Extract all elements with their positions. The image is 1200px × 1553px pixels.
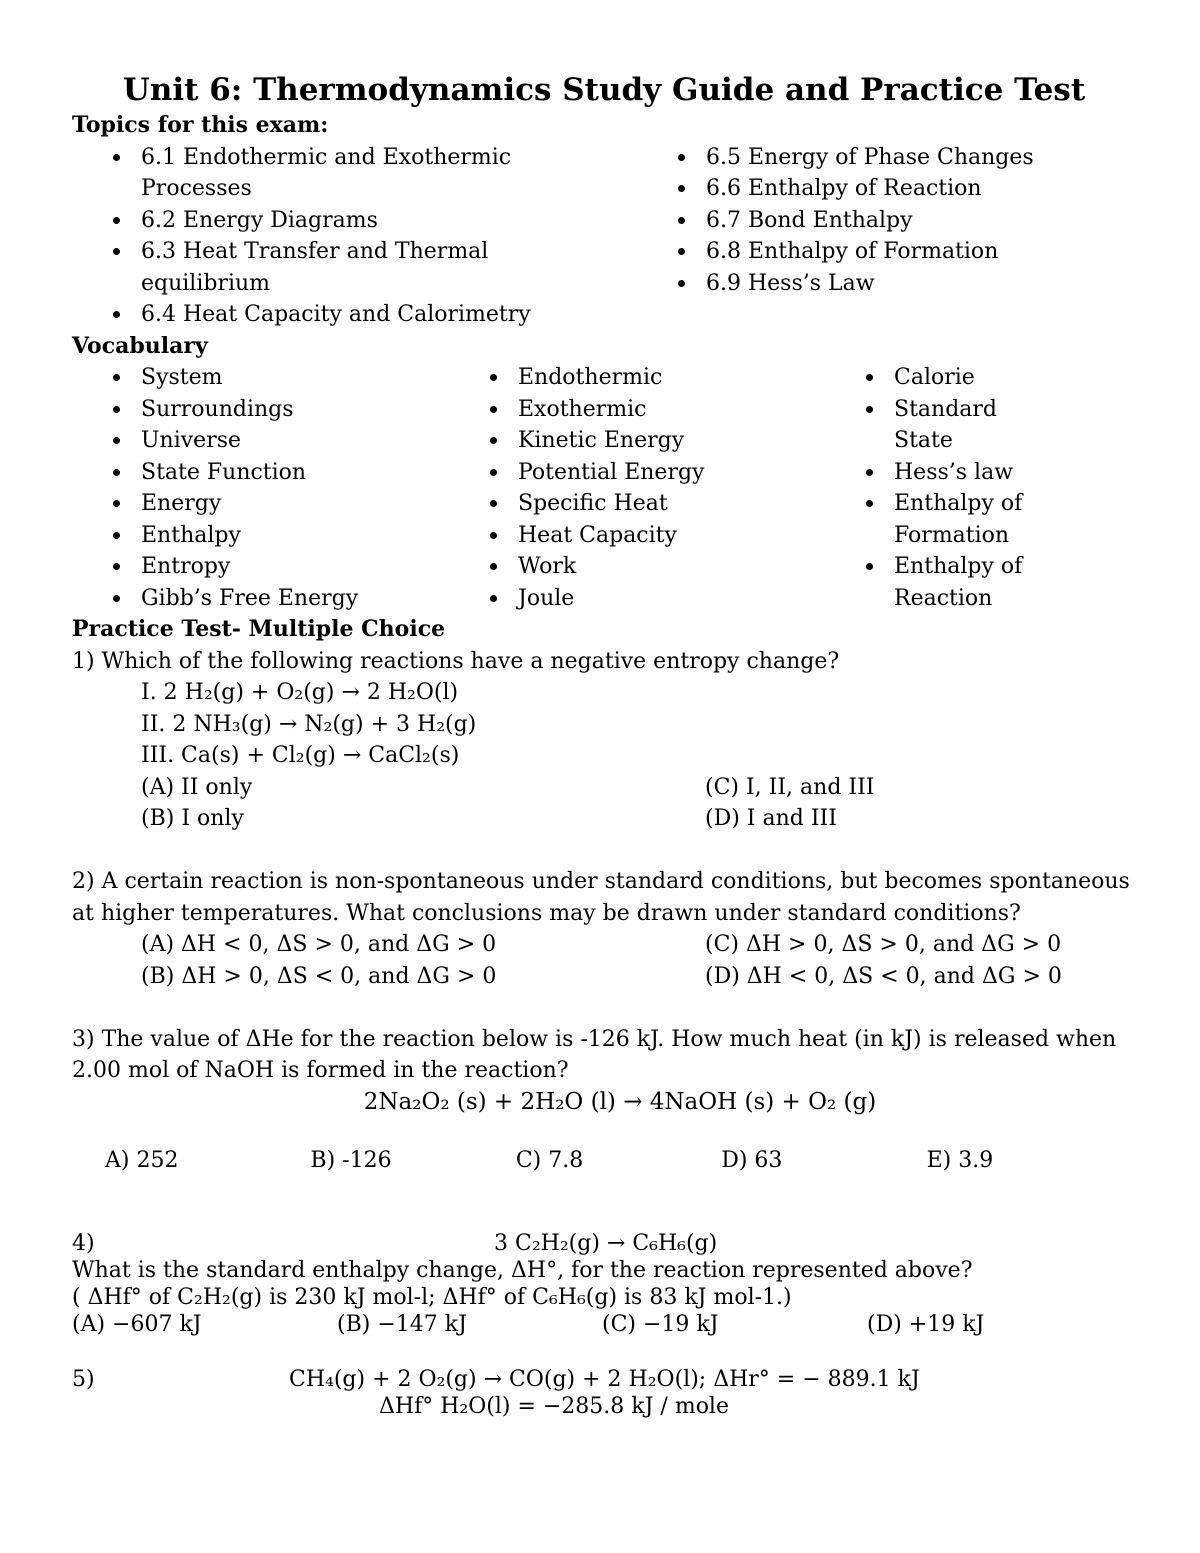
vocab-item: Kinetic Energy: [449, 425, 825, 457]
vocab-item: Standard State: [825, 394, 1054, 457]
vocab-item: Entropy: [72, 551, 449, 583]
topic-item: 6.2 Energy Diagrams: [72, 205, 561, 237]
vocab-item: Surroundings: [72, 394, 449, 426]
vocab-item: Hess’s law: [825, 457, 1054, 489]
q1-option-a[interactable]: (A) II only: [141, 774, 253, 800]
topic-item: 6.6 Enthalpy of Reaction: [637, 173, 1034, 205]
topics-heading: Topics for this exam:: [72, 112, 329, 138]
q3-option-b[interactable]: B) -126: [310, 1148, 392, 1173]
topic-item: 6.8 Enthalpy of Formation: [637, 236, 1034, 268]
vocab-item: Specific Heat: [449, 488, 825, 520]
topics-list: [72, 142, 1132, 331]
topic-item: 6.9 Hess’s Law: [637, 268, 1034, 300]
q2-options-row-2: [72, 961, 1132, 993]
vocab-item: Calorie: [825, 362, 1054, 394]
vocabulary-heading: Vocabulary: [72, 332, 208, 359]
q1-options-row-1: [72, 772, 1132, 804]
q1-option-d[interactable]: (D) I and III: [705, 806, 837, 831]
vocab-item: Enthalpy of Formation: [825, 488, 1054, 551]
practice-heading: Practice Test- Multiple Choice: [72, 616, 446, 642]
q5-number: 5): [72, 1366, 95, 1392]
topic-item: 6.5 Energy of Phase Changes: [637, 142, 1034, 174]
vocab-item: Endothermic: [449, 362, 825, 394]
q3-options: [72, 1145, 1132, 1177]
q2-option-c[interactable]: (C) ΔH > 0, ΔS > 0, and ΔG > 0: [705, 932, 1062, 957]
vocabulary-list: [72, 362, 1132, 614]
q2-options-row-1: [72, 929, 1132, 961]
vocab-item: Joule: [449, 583, 825, 615]
q2-option-a[interactable]: (A) ΔH < 0, ΔS > 0, and ΔG > 0: [141, 932, 497, 957]
q5-given: ΔHf° H₂O(l) = −285.8 kJ / mole: [379, 1393, 729, 1419]
q4-equation: 3 C₂H₂(g) → C₆H₆(g): [494, 1230, 718, 1256]
vocab-item: Work: [449, 551, 825, 583]
q5-header: [72, 1366, 1132, 1393]
q4-option-c[interactable]: (C) −19 kJ: [602, 1311, 719, 1337]
topic-item: 6.7 Bond Enthalpy: [637, 205, 1034, 237]
page-title: Unit 6: Thermodynamics Study Guide and Practice Test: [122, 72, 1086, 108]
q4-number: 4): [72, 1230, 95, 1256]
q1-reaction-2: II. 2 NH₃(g) → N₂(g) + 3 H₂(g): [141, 711, 477, 737]
vocab-item: Enthalpy: [72, 520, 449, 552]
q3-text: 3) The value of ΔHe for the reaction below is -126 kJ. How much heat (in kJ) is released when 2.00 mol of NaOH is formed in the reaction?: [72, 1026, 1117, 1083]
q4-option-a[interactable]: (A) −607 kJ: [72, 1311, 202, 1337]
q3-option-d[interactable]: D) 63: [721, 1148, 783, 1173]
vocab-item: State Function: [72, 457, 449, 489]
q3-equation: 2Na₂O₂ (s) + 2H₂O (l) → 4NaOH (s) + O₂ (g): [363, 1088, 877, 1115]
q1-text: 1) Which of the following reactions have a negative entropy change?: [72, 648, 840, 674]
document-page: [72, 70, 1132, 1420]
q2-text: 2) A certain reaction is non-spontaneous under standard conditions, but becomes spontaneous at higher temperatures. What conclusions may be drawn under standard conditions?: [72, 869, 1130, 926]
vocab-item: Exothermic: [449, 394, 825, 426]
q1-option-c[interactable]: (C) I, II, and III: [705, 774, 875, 800]
vocab-item: Potential Energy: [449, 457, 825, 489]
vocab-item: Gibb’s Free Energy: [72, 583, 449, 615]
q3-option-c[interactable]: C) 7.8: [515, 1148, 584, 1173]
vocab-item: Enthalpy of Reaction: [825, 551, 1054, 614]
vocab-item: Energy: [72, 488, 449, 520]
q1-options-row-2: [72, 803, 1132, 835]
vocab-item: System: [72, 362, 449, 394]
q4-header: [72, 1230, 1132, 1257]
q4-options: [72, 1311, 1132, 1338]
q3-option-e[interactable]: E) 3.9: [926, 1148, 994, 1173]
q3-option-a[interactable]: A) 252: [105, 1148, 179, 1173]
topic-item: 6.3 Heat Transfer and Thermal equilibrium: [72, 236, 561, 299]
q4-given: ( ΔHf° of C₂H₂(g) is 230 kJ mol-l; ΔHf° of C₆H₆(g) is 83 kJ mol-1.): [72, 1284, 792, 1310]
q1-reaction-3: III. Ca(s) + Cl₂(g) → CaCl₂(s): [141, 743, 460, 768]
q4-text: What is the standard enthalpy change, ΔH°, for the reaction represented above?: [72, 1257, 973, 1283]
q4-option-d[interactable]: (D) +19 kJ: [867, 1311, 985, 1337]
vocab-item: Universe: [72, 425, 449, 457]
q5-equation: CH₄(g) + 2 O₂(g) → CO(g) + 2 H₂O(l); ΔHr° = − 889.1 kJ: [289, 1366, 920, 1392]
q1-option-b[interactable]: (B) I only: [141, 806, 244, 831]
topic-item: 6.4 Heat Capacity and Calorimetry: [72, 299, 561, 331]
q2-option-b[interactable]: (B) ΔH > 0, ΔS < 0, and ΔG > 0: [141, 963, 497, 989]
q2-option-d[interactable]: (D) ΔH < 0, ΔS < 0, and ΔG > 0: [705, 963, 1062, 989]
topic-item: 6.1 Endothermic and Exothermic Processes: [72, 142, 561, 205]
q1-reaction-1: I. 2 H₂(g) + O₂(g) → 2 H₂O(l): [141, 680, 459, 705]
vocab-item: Heat Capacity: [449, 520, 825, 552]
q4-option-b[interactable]: (B) −147 kJ: [337, 1311, 467, 1337]
